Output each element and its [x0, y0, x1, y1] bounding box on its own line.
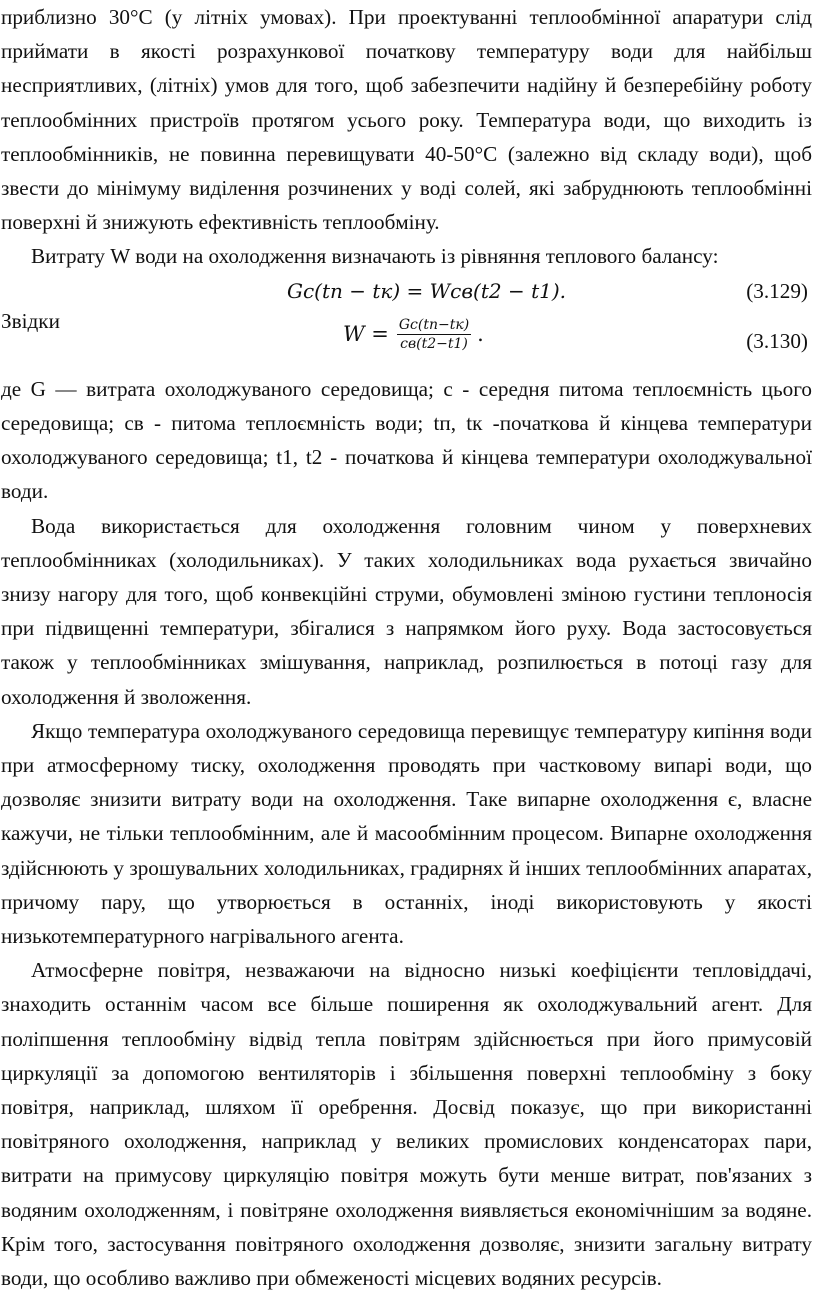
equation-3-130 — [1, 308, 812, 372]
paragraph-evaporative-cooling: Якщо температура охолоджуваного середовища перевищує температуру кипіння води при атмосферному тиску, охолодження проводять при частковому випарі води, що дозволяє знизити витрату води на охолодження. Таке випарне охолодження є, власне кажучи, не тільки теплообмінним, але й масообмінним процесом. Випарне охолодження здійснюють у зрошувальних холодильниках, градирнях й інших теплообмінних апаратах, причому пару, що утворюється в останніх, іноді використовують у якості низькотемпературного нагрівального агента. — [1, 718, 812, 949]
equation-3-129-number: (3.129) — [746, 278, 808, 303]
equation-3-130-fraction — [397, 316, 471, 353]
equation-3-130-formula — [343, 316, 484, 353]
fraction-denominator: cв(t2−t1) — [400, 335, 468, 352]
paragraph-1: приблизно 30°С (у літніх умовах). При проектуванні теплообмінної апаратури слід приймати в якості розрахункової початкову температуру води для найбільш несприятливих, (літніх) умов для того, щоб забезпечити надійну й безперебійну роботу теплообмінних пристроїв протягом усього року. Температура води, що виходить із теплообмінників, не повинна перевищувати 40-50°С (залежно від складу води), щоб звести до мінімуму виділення розчинених у воді солей, які забруднюють теплообмінні поверхні й знижують ефективність теплообміну. — [1, 5, 812, 235]
paragraph-2: Витрату W води на охолодження визначають із рівняння теплового балансу: — [31, 244, 719, 269]
paragraph-water-usage: Вода використається для охолодження головним чином у поверхневих теплообмінниках (холодильниках). У таких холодильниках вода рухається звичайно знизу нагору для того, щоб конвекційні струми, обумовлені зміною густини теплоносія при підвищенні температури, збігалися з напрямком його руху. Вода застосовується також у теплообмінниках змішування, наприклад, розпилюється в потоці газу для охолодження й зволоження. — [1, 513, 812, 709]
equation-3-129-formula: Gc(tп − tк) = Wcв(t2 − t1). — [287, 278, 566, 303]
paragraph-definitions: де G — витрата охолоджуваного середовища; c - середня питома теплоємність цього середовища; cв - питома теплоємність води; tп, tк -початкова й кінцева температури охолоджуваного середовища; t1, t2 - початкова й кінцева температури охолоджувальної води. — [1, 376, 812, 504]
equation-3-130-number: (3.130) — [746, 328, 808, 353]
fraction-numerator: Gc(tп−tк) — [398, 316, 470, 333]
equation-3-129 — [1, 274, 812, 308]
equation-3-130-lhs: W = — [343, 322, 389, 347]
paragraph-air-cooling: Атмосферне повітря, незважаючи на відносно низькі коефіцієнти тепловіддачі, знаходить останнім часом все більше поширення як охолоджувальний агент. Для поліпшення теплообміну відвід тепла повітрям здійснюється при його примусовій циркуляції за допомогою вентиляторів і збільшення поверхні теплообміну з боку повітря, наприклад, шляхом її оребрення. Досвід показує, що при використанні повітряного охолодження, наприклад у великих промислових конденсаторах пари, витрати на примусову циркуляцію повітря можуть бути менше витрат, пов'язаних з водяним охолодженням, і повітряне охолодження виявляється економічнішим за водяне. Крім того, застосування повітряного охолодження дозволяє, знизити загальну витрату води, що особливо важливо при обмеженості місцевих водяних ресурсів. — [1, 958, 812, 1291]
equation-3-130-tail: . — [477, 322, 484, 347]
zvidky-label: Звідки — [1, 308, 60, 333]
